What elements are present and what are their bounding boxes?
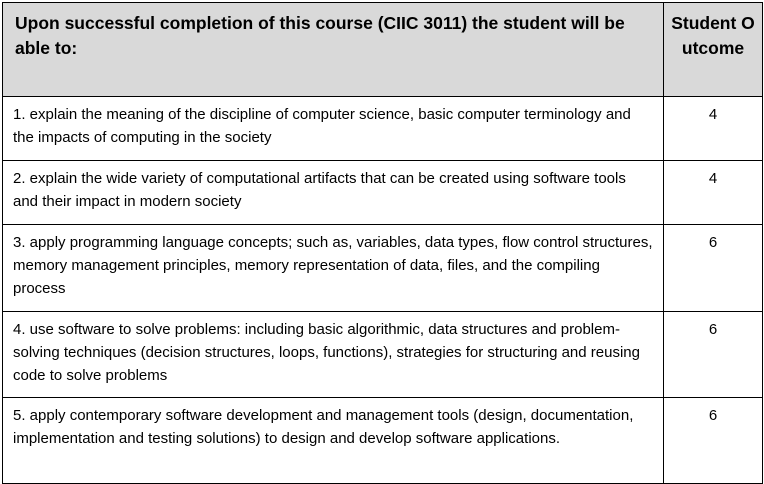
row-description: 5. apply contemporary software development and management tools (design, documentation, implementation and testing solutions) to design and develop software applications. bbox=[3, 398, 664, 484]
row-outcome: 4 bbox=[664, 97, 763, 161]
row-outcome: 6 bbox=[664, 225, 763, 312]
table-header-row bbox=[3, 3, 763, 97]
row-outcome: 4 bbox=[664, 161, 763, 225]
row-outcome: 6 bbox=[664, 312, 763, 398]
table-row bbox=[3, 225, 763, 312]
row-description: 2. explain the wide variety of computational artifacts that can be created using software tools and their impact in modern society bbox=[3, 161, 664, 225]
table-row bbox=[3, 161, 763, 225]
row-description: 1. explain the meaning of the discipline of computer science, basic computer terminology and the impacts of computing in the society bbox=[3, 97, 664, 161]
row-description: 3. apply programming language concepts; such as, variables, data types, flow control structures, memory management principles, memory representation of data, files, and the compiling process bbox=[3, 225, 664, 312]
header-description: Upon successful completion of this course (CIIC 3011) the student will be able to: bbox=[3, 3, 664, 97]
row-description: 4. use software to solve problems: including basic algorithmic, data structures and problem-solving techniques (decision structures, loops, functions), strategies for structuring and reusing code to solve problems bbox=[3, 312, 664, 398]
table-row bbox=[3, 312, 763, 398]
table-row bbox=[3, 97, 763, 161]
course-outcomes-table bbox=[2, 2, 763, 484]
header-student-outcome: Student Outcome bbox=[664, 3, 763, 97]
row-outcome: 6 bbox=[664, 398, 763, 484]
table-row bbox=[3, 398, 763, 484]
